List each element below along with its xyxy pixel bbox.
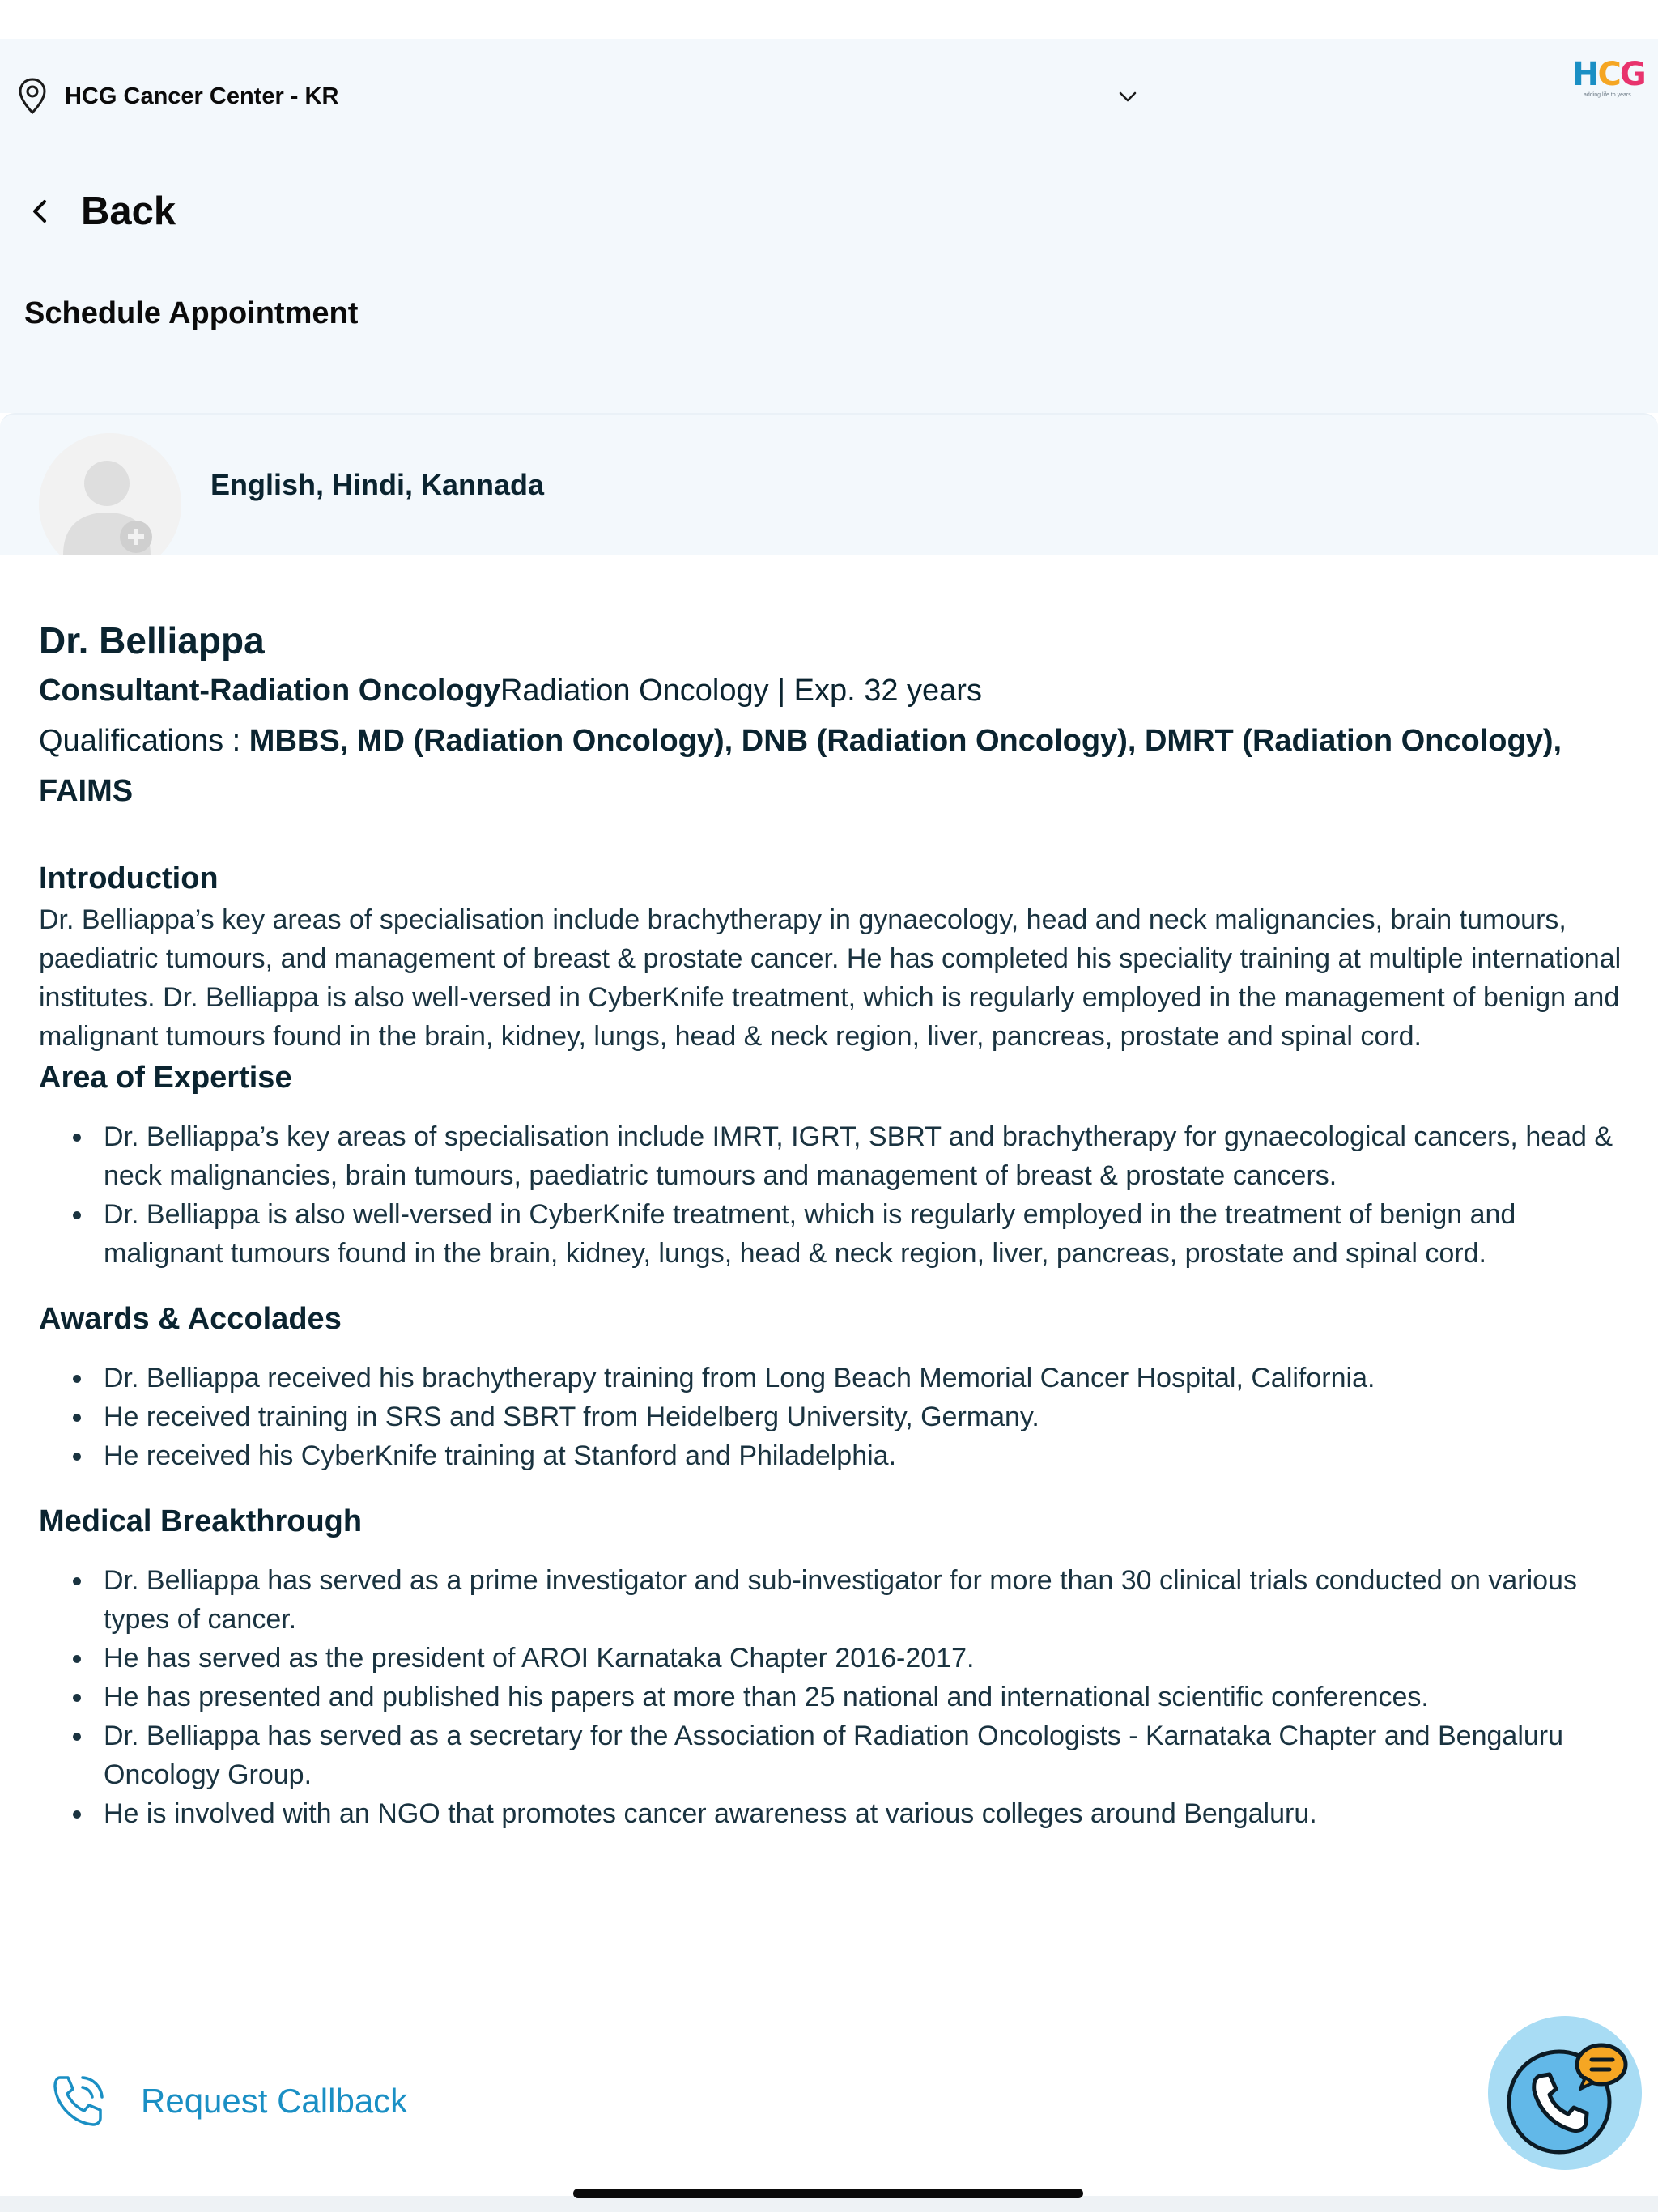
qualifications-value: MBBS, MD (Radiation Oncology), DNB (Radiation Oncology), DMRT (Radiation Oncology), FAIMS: [39, 724, 1562, 808]
list-item: He has served as the president of AROI Karnataka Chapter 2016-2017.: [73, 1639, 1626, 1678]
doctor-profile-content: [39, 615, 1626, 1833]
location-name: HCG Cancer Center - KR: [65, 83, 339, 109]
logo-tagline: adding life to years: [1584, 92, 1631, 98]
request-callback-label: Request Callback: [141, 2082, 408, 2120]
expertise-list: [73, 1117, 1626, 1273]
card-body-top: [0, 555, 1658, 603]
list-item: Dr. Belliappa’s key areas of specialisation include IMRT, IGRT, SBRT and brachytherapy for gynaecological cancers, head & neck malignancies, brain tumours, paediatric tumours and management of breast & prostate cancers.: [73, 1117, 1626, 1195]
list-item: He is involved with an NGO that promotes cancer awareness at various colleges around Bengaluru.: [73, 1794, 1626, 1833]
doctor-department-experience: Radiation Oncology | Exp. 32 years: [500, 674, 982, 708]
page-title: Schedule Appointment: [24, 296, 359, 330]
list-item: He received his CyberKnife training at Stanford and Philadelphia.: [73, 1436, 1626, 1475]
bottom-bar: [0, 2196, 1658, 2212]
introduction-title: Introduction: [39, 861, 219, 895]
chevron-left-icon: [24, 195, 57, 228]
list-item: He received training in SRS and SBRT from Heidelberg University, Germany.: [73, 1397, 1626, 1436]
doctor-languages: English, Hindi, Kannada: [210, 468, 545, 501]
request-callback-button[interactable]: [49, 2069, 407, 2133]
hcg-logo: [1572, 56, 1645, 113]
logo-text: HCG: [1572, 56, 1645, 93]
phone-call-icon: [49, 2071, 108, 2131]
doctor-role-line: [39, 666, 1626, 716]
doctor-designation: Consultant-Radiation Oncology: [39, 674, 500, 708]
chat-call-icon: [1488, 2016, 1642, 2170]
back-button[interactable]: [24, 183, 176, 240]
qualifications-label: Qualifications :: [39, 724, 249, 758]
doctor-name: Dr. Belliappa: [39, 619, 265, 661]
back-label: Back: [81, 189, 176, 233]
chat-support-button[interactable]: [1488, 2016, 1642, 2170]
list-item: Dr. Belliappa has served as a secretary for the Association of Radiation Oncologists - Karnataka Chapter and Bengaluru Oncology Group.: [73, 1716, 1626, 1794]
breakthrough-title: Medical Breakthrough: [39, 1504, 363, 1538]
awards-list: [73, 1359, 1626, 1475]
breakthrough-list: [73, 1561, 1626, 1833]
expertise-title: Area of Expertise: [39, 1061, 292, 1095]
list-item: He has presented and published his papers at more than 25 national and international scientific conferences.: [73, 1678, 1626, 1716]
list-item: Dr. Belliappa is also well-versed in CyberKnife treatment, which is regularly employed in the treatment of benign and malignant tumours found in the brain, kidney, lungs, head & neck region, liver, pancreas, prostate and spinal cord.: [73, 1195, 1626, 1273]
location-selector[interactable]: [16, 77, 338, 116]
location-pin-icon: [16, 77, 49, 116]
status-bar-area: [0, 0, 1658, 39]
list-item: Dr. Belliappa has served as a prime investigator and sub-investigator for more than 30 clinical trials conducted on various types of cancer.: [73, 1561, 1626, 1639]
awards-title: Awards & Accolades: [39, 1302, 342, 1336]
introduction-text: Dr. Belliappa’s key areas of specialisation include brachytherapy in gynaecology, head and neck malignancies, brain tumours, paediatric tumours, and management of breast & prostate cancer. He has completed his speciality training at multiple international institutes. Dr. Belliappa is also well-versed in CyberKnife treatment, which is regularly employed in the management of benign and malignant tumours found in the brain, kidney, lungs, head & neck region, liver, pancreas, prostate and spinal cord.: [39, 904, 1622, 1052]
chevron-down-icon[interactable]: [1116, 84, 1140, 108]
doctor-qualifications: [39, 716, 1626, 816]
list-item: Dr. Belliappa received his brachytherapy training from Long Beach Memorial Cancer Hospital, California.: [73, 1359, 1626, 1397]
home-indicator[interactable]: [573, 2189, 1083, 2198]
